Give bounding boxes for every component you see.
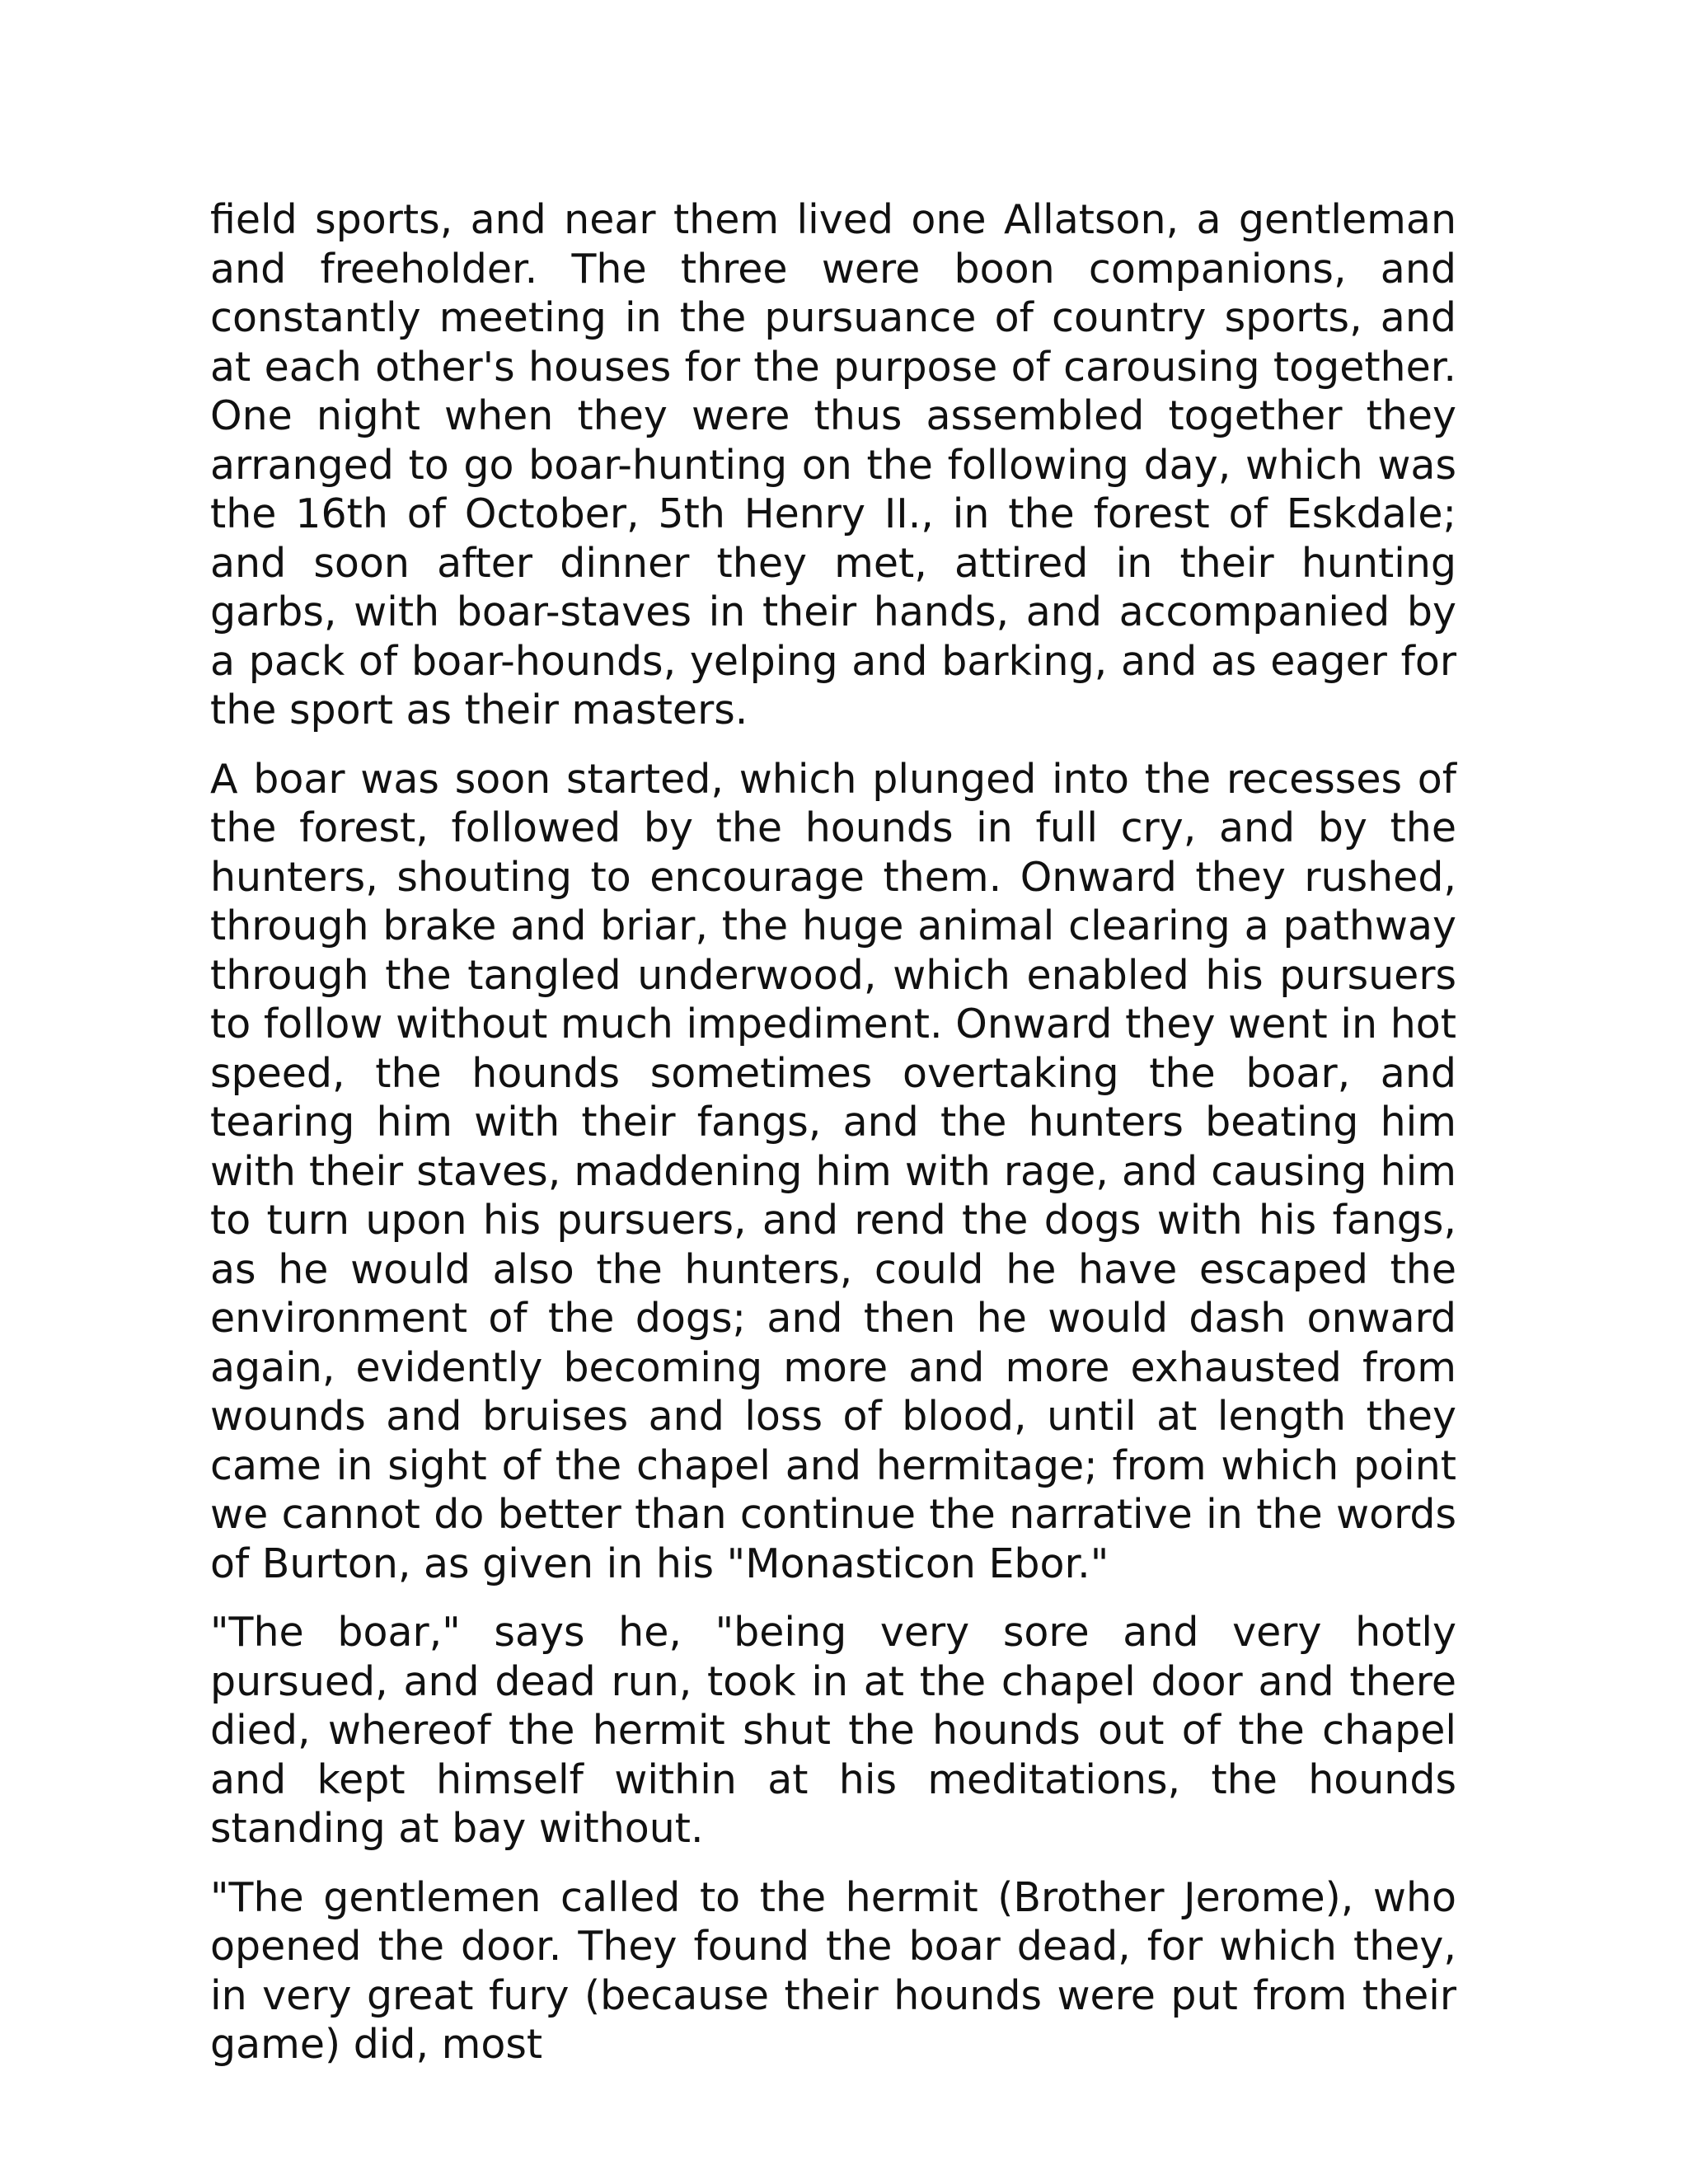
paragraph-3: "The boar," says he, "being very sore and very hotly pursued, and dead run, took in at the chapel door and there died, whereof the hermit shut the hounds out of the chapel and kept himself within at his meditations, the hounds standing at bay without. (210, 1609, 1456, 1852)
paragraph-1: field sports, and near them lived one Allatson, a gentleman and freeholder. The three were boon companions, and constantly meeting in the pursuance of country sports, and at each other's houses for the purpose of carousing together. One night when they were thus assembled together they arranged to go boar-hunting on the following day, which was the 16th of October, 5th Henry II., in the forest of Eskdale; and soon after dinner they met, attired in their hunting garbs, with boar-staves in their hands, and accompanied by a pack of boar-hounds, yelping and barking, and as eager for the sport as their masters. (210, 196, 1456, 733)
paragraph-2: A boar was soon started, which plunged into the recesses of the forest, followed by the hounds in full cry, and by the hunters, shouting to encourage them. Onward they rushed, through brake and briar, the huge animal clearing a pathway through the tangled underwood, which enabled his pursuers to follow without much impediment. Onward they went in hot speed, the hounds sometimes overtaking the boar, and tearing him with their fangs, and the hunters beating him with their staves, maddening him with rage, and causing him to turn upon his pursuers, and rend the dogs with his fangs, as he would also the hunters, could he have escaped the environment of the dogs; and then he would dash onward again, evidently becoming more and more exhausted from wounds and bruises and loss of blood, until at length they came in sight of the chapel and hermitage; from which point we cannot do better than continue the narrative in the words of Burton, as given in his "Monasticon Ebor." (210, 755, 1456, 1587)
paragraph-4: "The gentlemen called to the hermit (Brother Jerome), who opened the door. They found the boar dead, for which they, in very great fury (because their hounds were put from their game) did, most (210, 1873, 1456, 2068)
body-text (210, 195, 1456, 2089)
